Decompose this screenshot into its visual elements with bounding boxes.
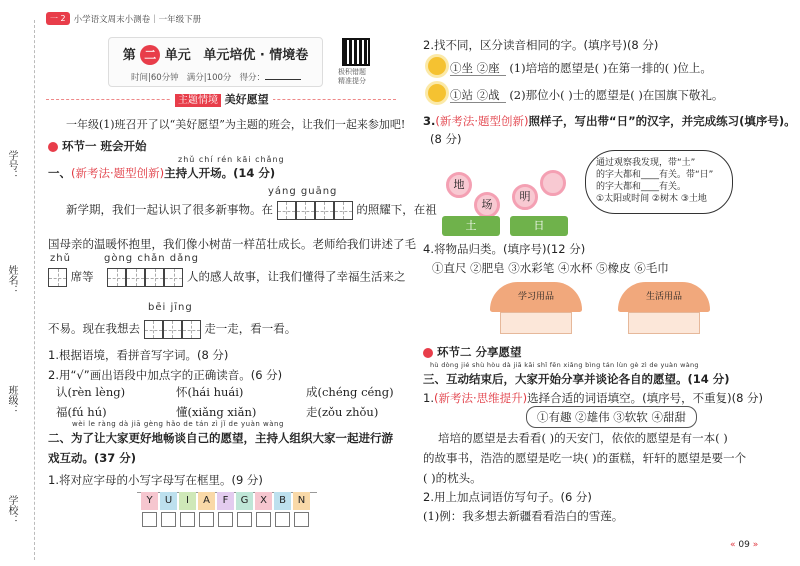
letter-flag: F <box>217 492 234 510</box>
letter-answer-box[interactable] <box>180 512 195 527</box>
para-line-1 <box>66 201 437 220</box>
readings-row-1 <box>56 384 394 400</box>
full-score: 满分|100分 <box>186 73 232 83</box>
section-two-label: 环节二 分享愿望 <box>437 345 522 359</box>
letter-answer-box[interactable] <box>161 512 176 527</box>
letter-flag: G <box>236 492 253 510</box>
reading-fu[interactable]: 福(fú hú) <box>56 405 107 419</box>
letter-answer-box[interactable] <box>256 512 271 527</box>
letter-answer-box[interactable] <box>294 512 309 527</box>
r-q2: 2.找不同，区分读音相同的字。(填序号)(8 分) <box>423 38 659 52</box>
q2-sub-1: 1.将对应字母的小写字母写在框里。(9 分) <box>48 473 263 487</box>
letter-card-i <box>179 492 196 527</box>
letter-card-f <box>217 492 234 527</box>
letter-answer-box[interactable] <box>199 512 214 527</box>
s3-1-tag: (新考法·思维提升) <box>433 391 528 405</box>
theme-tag: 主题情境 <box>175 94 221 107</box>
letter-card-u <box>160 492 177 527</box>
house-life-roof: 生活用品 <box>618 282 710 312</box>
answer-box-beijing[interactable] <box>144 320 201 339</box>
series-header <box>46 12 201 25</box>
pot-ri: 日 <box>510 216 568 236</box>
series-badge: 一 2 <box>46 12 70 25</box>
r-q3-tag: (新考法·题型创新) <box>435 114 529 128</box>
letter-card-g <box>236 492 253 527</box>
observation-bubble <box>585 150 733 214</box>
q2-heading-2: 戏互动。(37 分) <box>48 451 137 465</box>
flower-di: 地 <box>446 172 472 198</box>
r-q3: 3.(新考法·题型创新)照样子，写出带“日”的汉字，并完成练习(填序号)。 <box>423 114 796 128</box>
r-q4-items: ①直尺 ②肥皂 ③水彩笔 ④水杯 ⑤橡皮 ⑥毛巾 <box>432 261 669 275</box>
letter-card-y <box>141 492 158 527</box>
letter-answer-box[interactable] <box>275 512 290 527</box>
reading-zou[interactable]: 走(zǒu zhǒu) <box>306 405 379 419</box>
qr-label-2: 精准提分 <box>338 77 366 85</box>
theme-name: 美好愿望 <box>224 93 269 106</box>
binding-strip <box>0 20 44 560</box>
sun-icon <box>428 57 446 75</box>
section-one-heading <box>48 138 147 154</box>
s3-2: 2.用上加点词语仿写句子。(6 分) <box>423 490 592 504</box>
para-line-1a: 新学期，我们一起认识了很多新事物。在 <box>66 202 273 217</box>
qr-label-1: 极积错题 <box>338 68 366 76</box>
school-label: 学校： <box>6 495 17 525</box>
q2-heading: 二、为了让大家更好地畅谈自己的愿望，主持人组织大家一起进行游 <box>48 431 393 445</box>
answer-box-zhu[interactable] <box>48 268 67 287</box>
class-label: 班级： <box>6 385 17 415</box>
q2-pinyin: wèi le ràng dà jiā gèng hǎo de tán zì jǐ de yuàn wàng <box>72 420 284 428</box>
r-q4: 4.将物品归类。(填序号)(12 分) <box>423 242 586 256</box>
reading-xiang[interactable]: 懂(xiǎng xiǎn) <box>176 405 257 419</box>
page-number: « 09 » <box>730 540 759 550</box>
pinyin-beijing: bēi jīng <box>148 302 193 313</box>
word-bank: ①有趣 ②雄伟 ③软软 ④甜甜 <box>526 406 697 428</box>
letter-banner <box>137 488 317 538</box>
para-line-2: 国母亲的温暖怀抱里，我们像小树苗一样茁壮成长。老师给我们讲述了毛 <box>48 237 416 251</box>
q1-heading <box>48 165 275 181</box>
r-q2-2-text: (2)那位小( )士的愿望是( )在国旗下敬礼。 <box>509 88 724 102</box>
flower-chang: 场 <box>474 192 500 218</box>
bubble-line-3: 的字大都和____有关。 <box>596 182 687 192</box>
letter-flag: U <box>160 492 177 510</box>
letter-flag: I <box>179 492 196 510</box>
bubble-line-1: 通过观察我发现，带“土” <box>596 158 696 168</box>
pinyin-zhu: zhǔ <box>50 253 71 264</box>
reading-ren[interactable]: 认(rèn lèng) <box>56 385 126 399</box>
para-line-3b: 人的感人故事，让我们懂得了幸福生活来之 <box>186 269 406 284</box>
time-limit: 时间|60分钟 <box>131 73 179 83</box>
para-line-4a: 不易。现在我想去 <box>48 321 140 336</box>
readings-row-2 <box>56 404 378 420</box>
section-two-heading <box>423 344 522 360</box>
q1-2: 2.用“√”画出语段中加点字的正确读音。(6 分) <box>48 368 283 382</box>
page-number-value: 09 <box>738 540 750 550</box>
letter-card-b <box>274 492 291 527</box>
para-line-1b: 的照耀下，在祖 <box>356 202 437 217</box>
letter-card-a <box>198 492 215 527</box>
score-label: 得分： <box>239 73 266 83</box>
qr-code[interactable] <box>342 38 370 66</box>
q1-number: 一、 <box>48 166 71 180</box>
fill-line-1: 培培的愿望是去看看( )的天安门，依依的愿望是有一本( ) <box>438 431 728 445</box>
q1-pinyin: zhǔ chí rén kāi chǎng <box>178 155 285 164</box>
pinyin-yangguang: yáng guāng <box>268 186 338 197</box>
para-line-3 <box>48 268 405 287</box>
qr-label <box>338 68 366 86</box>
bubble-line-2: 的字大都和____有关。带“日” <box>596 170 714 180</box>
r-q2-2-options: ①站 ②战 <box>450 88 506 103</box>
house-study-roof: 学习用品 <box>490 282 582 312</box>
para-line-3a: 席等 <box>70 269 94 284</box>
r-q2-1-options: ①坐 ②座 <box>450 61 506 76</box>
unit-title-post: 单元 <box>164 48 191 63</box>
unit-subtitle: 单元培优 · 情境卷 <box>203 48 309 63</box>
r-q3-text: 照样子，写出带“日”的汉字，并完成练习(填序号)。 <box>528 114 796 128</box>
flower-empty <box>540 170 566 196</box>
theme-heading <box>46 92 396 106</box>
example-line: (1)例：我多想去新疆看看浩白的雪莲。 <box>423 509 624 523</box>
student-id-label: 学号： <box>6 150 17 180</box>
letter-flag: Y <box>141 492 158 510</box>
letter-card-x <box>255 492 272 527</box>
unit-banner <box>108 37 323 87</box>
q1-1: 1.根据语境，看拼音写字词。(8 分) <box>48 348 229 362</box>
letter-answer-box[interactable] <box>142 512 157 527</box>
series-title: 小学语文周末小测卷｜一年级下册 <box>73 14 202 25</box>
letter-answer-box[interactable] <box>237 512 252 527</box>
sun-icon-2 <box>428 84 446 102</box>
s3-1-text: 选择合适的词语填空。(填序号，不重复)(8 分) <box>527 391 764 405</box>
q1-text: 主持人开场。(14 分) <box>164 166 276 180</box>
cut-line <box>34 20 35 560</box>
unit-title-pre: 第 <box>122 48 136 63</box>
answer-box-yangguang[interactable] <box>277 201 353 220</box>
bubble-options: ①太阳或时间 ②树木 ③土地 <box>596 194 707 204</box>
unit-number: 二 <box>140 45 160 65</box>
house-life-base <box>628 312 700 334</box>
theme-title <box>171 91 273 107</box>
house-study <box>490 282 582 336</box>
letter-flag: N <box>293 492 310 510</box>
para-line-4 <box>48 320 296 339</box>
pinyin-gongchandang: gòng chǎn dǎng <box>104 253 199 264</box>
house-life <box>618 282 710 336</box>
para-line-4b: 走一走，看一看。 <box>204 321 297 336</box>
reading-huai[interactable]: 怀(hái huái) <box>176 385 244 399</box>
letter-flag: X <box>255 492 272 510</box>
pot-tu: 土 <box>442 216 500 236</box>
letter-flag: A <box>198 492 215 510</box>
s3-heading: 三、互动结束后，大家开始分享并谈论各自的愿望。(14 分) <box>423 372 730 386</box>
answer-box-gongchandang[interactable] <box>107 268 183 287</box>
unit-meta <box>131 70 301 83</box>
unit-title <box>109 44 322 65</box>
house-study-base <box>500 312 572 334</box>
reading-cheng[interactable]: 成(chéng céng) <box>306 385 394 399</box>
letter-answer-box[interactable] <box>218 512 233 527</box>
s3-1: 1.(新考法·思维提升)选择合适的词语填空。(填序号，不重复)(8 分) <box>423 391 764 405</box>
fill-line-2: 的故事书，浩浩的愿望是吃一块( )的蛋糕，轩轩的愿望是要一个 <box>423 451 747 465</box>
r-q2-1-text: (1)培培的愿望是( )在第一排的( )位上。 <box>509 61 712 75</box>
name-label: 姓名： <box>6 265 17 295</box>
r-q2-2 <box>450 87 723 103</box>
intro-text: 一年级(1)班召开了以“美好愿望”为主题的班会，让我们一起来参加吧! <box>66 118 406 131</box>
flower-ming: 明 <box>512 184 538 210</box>
section-one-label: 环节一 班会开始 <box>62 139 147 153</box>
flower-pots <box>440 152 575 237</box>
r-q2-1 <box>450 60 712 76</box>
letter-flag: B <box>274 492 291 510</box>
s3-pinyin: hù dòng jié shù hòu dà jiā kāi shǐ fēn xiǎng bìng tán lùn gè zì de yuàn wàng <box>430 361 699 369</box>
q1-tag: (新考法·题型创新) <box>71 166 165 180</box>
r-q3-score: (8 分) <box>430 132 462 146</box>
letter-cards <box>141 492 310 527</box>
fill-line-3: ( )的枕头。 <box>423 471 482 485</box>
letter-card-n <box>293 492 310 527</box>
